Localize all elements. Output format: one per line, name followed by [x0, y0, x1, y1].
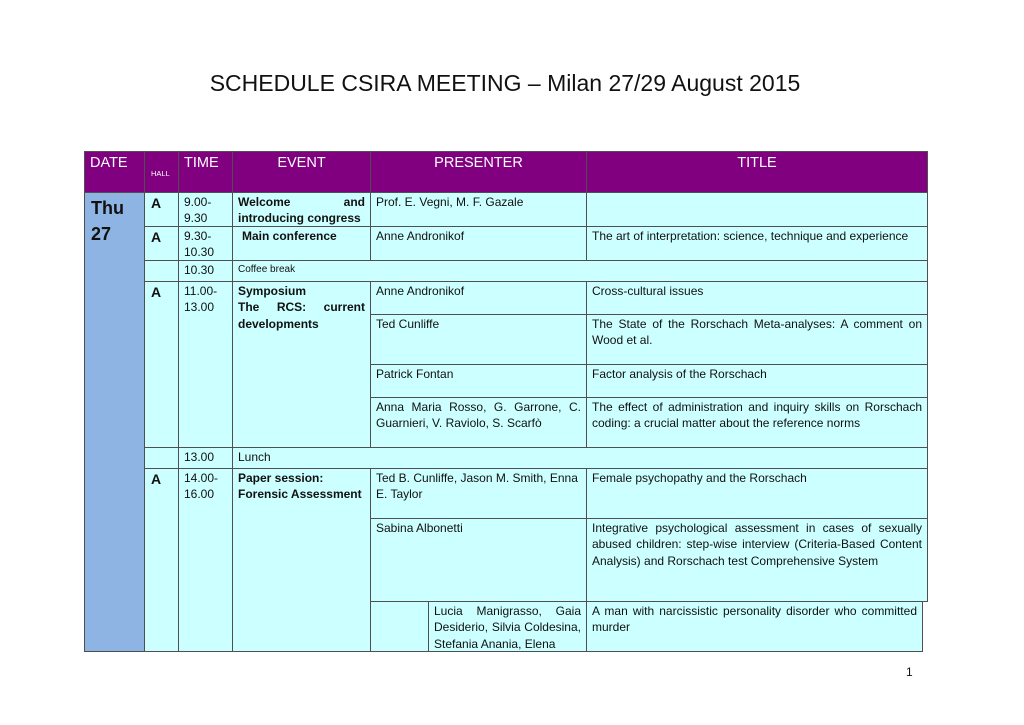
header-presenter: PRESENTER	[370, 151, 587, 193]
row-presenter: Prof. E. Vegni, M. F. Gazale	[370, 192, 587, 227]
row-event	[232, 468, 371, 652]
row-time: 9.00-9.30	[178, 192, 233, 227]
talk-empty-cell	[370, 601, 429, 652]
row-hall-empty	[144, 260, 179, 282]
talk-title: The State of the Rorschach Meta-analyses: A comment on Wood et al.	[586, 314, 928, 365]
row-time: 11.00-13.00	[178, 281, 233, 448]
document-title: SCHEDULE CSIRA MEETING – Milan 27/29 August 2015	[209, 70, 801, 96]
talk-presenter: Patrick Fontan	[370, 364, 587, 398]
talk-title: Female psychopathy and the Rorschach	[586, 468, 928, 519]
event-type: Paper session:	[238, 471, 324, 485]
row-time: 10.30	[178, 260, 233, 282]
row-hall: A	[144, 281, 179, 448]
row-hall: A	[144, 226, 179, 261]
talk-title: The effect of administration and inquiry skills on Rorschach coding: a crucial matter about the reference norms	[586, 397, 928, 448]
date-cell: Thu 27	[84, 192, 145, 652]
row-title	[586, 192, 928, 227]
header-hall: HALL	[151, 169, 170, 178]
talk-presenter: Ted B. Cunliffe, Jason M. Smith, Enna E. Taylor	[370, 468, 587, 519]
event-type: Symposium	[238, 284, 307, 298]
page-number: 1	[906, 665, 913, 679]
header-time: TIME	[178, 151, 233, 193]
talk-title: Factor analysis of the Rorschach	[586, 364, 928, 398]
header-title: TITLE	[586, 151, 928, 193]
event-name: Forensic Assessment	[238, 487, 362, 502]
event-name: The RCS: current developments	[238, 300, 365, 331]
row-event: Main conference	[232, 226, 371, 261]
talk-presenter: Ted Cunliffe	[370, 314, 587, 365]
talk-presenter: Lucia Manigrasso, Gaia Desiderio, Silvia Coldesina, Stefania Anania, Elena	[428, 601, 587, 652]
row-hall: A	[144, 468, 179, 652]
talk-presenter: Anne Andronikof	[370, 281, 587, 315]
row-title: The art of interpretation: science, technique and experience	[586, 226, 928, 261]
header-hall-cell	[144, 151, 179, 193]
row-event	[232, 281, 371, 448]
row-event: Lunch	[232, 447, 928, 469]
header-date: DATE	[84, 151, 145, 193]
row-time: 14.00-16.00	[178, 468, 233, 652]
row-hall-empty	[144, 447, 179, 469]
row-event: Coffee break	[232, 260, 928, 282]
row-time: 13.00	[178, 447, 233, 469]
talk-title: Cross-cultural issues	[586, 281, 928, 315]
talk-title: A man with narcissistic personality disorder who committed murder	[586, 601, 923, 652]
talk-presenter: Sabina Albonetti	[370, 518, 587, 602]
row-event: Welcome and introducing congress	[232, 192, 371, 227]
row-hall: A	[144, 192, 179, 227]
header-event: EVENT	[232, 151, 371, 193]
row-presenter: Anne Andronikof	[370, 226, 587, 261]
talk-presenter: Anna Maria Rosso, G. Garrone, C. Guarnieri, V. Raviolo, S. Scarfò	[370, 397, 587, 448]
row-time: 9.30-10.30	[178, 226, 233, 261]
talk-title: Integrative psychological assessment in cases of sexually abused children: step-wise interview (Criteria-Based Content Analysis) and Rorschach test Comprehensive System	[586, 518, 928, 602]
